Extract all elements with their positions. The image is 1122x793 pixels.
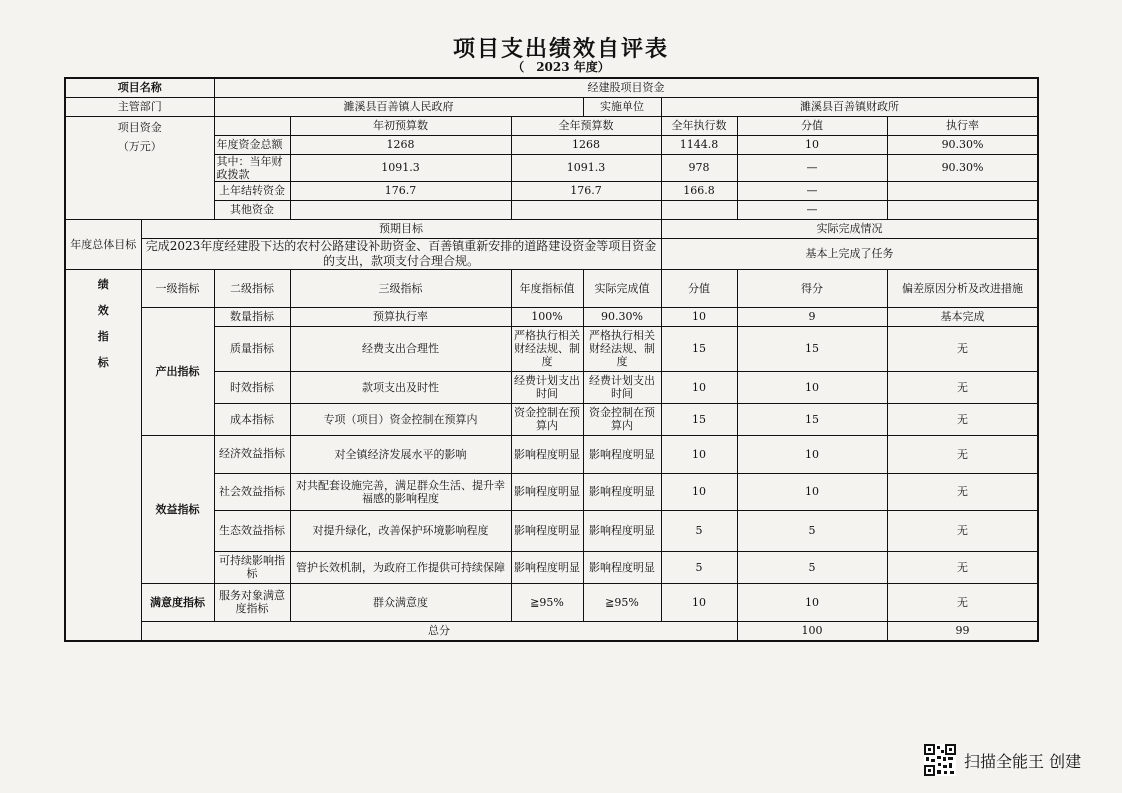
ind-lvl3-2: 款项支出及时性 (290, 371, 511, 403)
ind-lvl3-0: 预算执行率 (290, 307, 511, 326)
label-actual: 实际完成情况 (661, 219, 1038, 238)
col-initial: 年初预算数 (290, 116, 511, 135)
col-full: 全年预算数 (511, 116, 661, 135)
ind-target-8: ≧95% (511, 583, 583, 621)
label-expected: 预期目标 (141, 219, 661, 238)
ind-actual-1: 严格执行相关财经法规、制度 (583, 326, 661, 371)
ind-deviation-5: 无 (887, 473, 1038, 510)
funds-label-2: 上年结转资金 (214, 181, 290, 200)
ind-actual-8: ≧95% (583, 583, 661, 621)
header-lvl3: 三级指标 (290, 269, 511, 307)
ind-score-val-6: 5 (661, 510, 737, 551)
funds-label: 项目资金 (117, 120, 162, 134)
ind-score-8: 10 (737, 583, 887, 621)
ind-actual-5: 影响程度明显 (583, 473, 661, 510)
ind-lvl3-8: 群众满意度 (290, 583, 511, 621)
page-subtitle: （ 2023 年度） (512, 60, 610, 74)
label-output: 产出指标 (141, 307, 214, 435)
perf-char-3: 标 (97, 355, 109, 369)
funds-rate-3 (887, 200, 1038, 219)
header-score: 得分 (737, 269, 887, 307)
indicator-row (65, 583, 1038, 621)
header-actual: 实际完成值 (583, 269, 661, 307)
ind-actual-3: 资金控制在预算内 (583, 403, 661, 435)
impl-unit-value: 濉溪县百善镇财政所 (661, 97, 1038, 116)
funds-initial-0: 1268 (290, 135, 511, 154)
ind-lvl3-6: 对提升绿化，改善保护环境影响程度 (290, 510, 511, 551)
scanner-watermark (924, 742, 1081, 778)
funds-full-2: 176.7 (511, 181, 661, 200)
ind-lvl3-1: 经费支出合理性 (290, 326, 511, 371)
ind-score-val-7: 5 (661, 551, 737, 583)
row-goal-content (65, 238, 1038, 269)
ind-deviation-6: 无 (887, 510, 1038, 551)
ind-score-val-2: 10 (661, 371, 737, 403)
ind-lvl3-7: 管护长效机制，为政府工作提供可持续保障 (290, 551, 511, 583)
ind-actual-6: 影响程度明显 (583, 510, 661, 551)
perf-char-1: 效 (97, 303, 109, 317)
ind-deviation-8: 无 (887, 583, 1038, 621)
ind-deviation-2: 无 (887, 371, 1038, 403)
total-score-val: 100 (737, 621, 887, 641)
funds-rate-2 (887, 181, 1038, 200)
funds-score-val-1: — (737, 154, 887, 181)
goal-actual: 基本上完成了任务 (661, 238, 1038, 269)
funds-exec-0: 1144.8 (661, 135, 737, 154)
ind-deviation-4: 无 (887, 435, 1038, 473)
ind-target-0: 100% (511, 307, 583, 326)
ind-target-6: 影响程度明显 (511, 510, 583, 551)
label-benefit: 效益指标 (141, 435, 214, 583)
funds-full-0: 1268 (511, 135, 661, 154)
indicator-row (65, 435, 1038, 473)
header-score-val: 分值 (661, 269, 737, 307)
ind-lvl2-6: 生态效益指标 (214, 510, 290, 551)
project-name: 经建股项目资金 (214, 78, 1038, 97)
funds-score-val-0: 10 (737, 135, 887, 154)
funds-initial-1: 1091.3 (290, 154, 511, 181)
funds-score-val-2: — (737, 181, 887, 200)
funds-blank-header (214, 116, 290, 135)
label-perf (65, 269, 141, 641)
label-project-name: 项目名称 (65, 78, 214, 97)
ind-lvl2-2: 时效指标 (214, 371, 290, 403)
ind-score-0: 9 (737, 307, 887, 326)
ind-score-2: 10 (737, 371, 887, 403)
funds-score-val-3: — (737, 200, 887, 219)
ind-actual-4: 影响程度明显 (583, 435, 661, 473)
total-score: 99 (887, 621, 1038, 641)
funds-label-3: 其他资金 (214, 200, 290, 219)
header-target: 年度指标值 (511, 269, 583, 307)
funds-full-3 (511, 200, 661, 219)
ind-lvl2-8: 服务对象满意度指标 (214, 583, 290, 621)
label-total: 总分 (141, 621, 737, 641)
label-dept: 主管部门 (65, 97, 214, 116)
funds-initial-3 (290, 200, 511, 219)
ind-target-1: 严格执行相关财经法规、制度 (511, 326, 583, 371)
ind-lvl2-5: 社会效益指标 (214, 473, 290, 510)
row-funds-header (65, 116, 1038, 135)
funds-initial-2: 176.7 (290, 181, 511, 200)
ind-score-5: 10 (737, 473, 887, 510)
ind-score-val-4: 10 (661, 435, 737, 473)
row-indicator-header (65, 269, 1038, 307)
ind-actual-0: 90.30% (583, 307, 661, 326)
ind-target-4: 影响程度明显 (511, 435, 583, 473)
funds-exec-1: 978 (661, 154, 737, 181)
ind-score-val-0: 10 (661, 307, 737, 326)
ind-deviation-0: 基本完成 (887, 307, 1038, 326)
ind-score-1: 15 (737, 326, 887, 371)
ind-actual-2: 经费计划支出时间 (583, 371, 661, 403)
funds-exec-3 (661, 200, 737, 219)
funds-exec-2: 166.8 (661, 181, 737, 200)
header-lvl2: 二级指标 (214, 269, 290, 307)
page-title: 项目支出绩效自评表 (452, 37, 669, 62)
row-dept (65, 97, 1038, 116)
ind-score-val-3: 15 (661, 403, 737, 435)
ind-lvl2-1: 质量指标 (214, 326, 290, 371)
ind-target-7: 影响程度明显 (511, 551, 583, 583)
ind-score-4: 10 (737, 435, 887, 473)
header-deviation: 偏差原因分析及改进措施 (887, 269, 1038, 307)
funds-label-1: 其中：当年财政拨款 (214, 154, 290, 181)
ind-lvl2-0: 数量指标 (214, 307, 290, 326)
ind-actual-7: 影响程度明显 (583, 551, 661, 583)
ind-target-3: 资金控制在预算内 (511, 403, 583, 435)
ind-score-6: 5 (737, 510, 887, 551)
ind-lvl2-4: 经济效益指标 (214, 435, 290, 473)
ind-score-val-8: 10 (661, 583, 737, 621)
dept-value: 濉溪县百善镇人民政府 (214, 97, 583, 116)
ind-score-3: 15 (737, 403, 887, 435)
funds-full-1: 1091.3 (511, 154, 661, 181)
ind-deviation-7: 无 (887, 551, 1038, 583)
ind-score-val-1: 15 (661, 326, 737, 371)
ind-target-2: 经费计划支出时间 (511, 371, 583, 403)
perf-char-2: 指 (97, 329, 109, 343)
label-goal: 年度总体目标 (65, 219, 141, 269)
ind-lvl3-3: 专项（项目）资金控制在预算内 (290, 403, 511, 435)
ind-score-7: 5 (737, 551, 887, 583)
goal-expected: 完成2023年度经建股下达的农村公路建设补助资金、百善镇重新安排的道路建设资金等项目资金的支出，款项支付合理合规。 (141, 238, 661, 269)
label-funds (65, 116, 214, 219)
row-project-name (65, 78, 1038, 97)
ind-lvl2-7: 可持续影响指标 (214, 551, 290, 583)
evaluation-table (64, 77, 1039, 642)
qr-code-icon (924, 744, 956, 776)
label-impl-unit: 实施单位 (583, 97, 661, 116)
row-total (65, 621, 1038, 641)
row-goal-header (65, 219, 1038, 238)
ind-deviation-1: 无 (887, 326, 1038, 371)
ind-lvl3-4: 对全镇经济发展水平的影响 (290, 435, 511, 473)
funds-unit: （万元） (117, 139, 162, 153)
ind-score-val-5: 10 (661, 473, 737, 510)
label-satisfaction: 满意度指标 (141, 583, 214, 621)
watermark-text: 扫描全能王 创建 (964, 751, 1082, 771)
funds-rate-1: 90.30% (887, 154, 1038, 181)
ind-target-5: 影响程度明显 (511, 473, 583, 510)
col-rate: 执行率 (887, 116, 1038, 135)
ind-deviation-3: 无 (887, 403, 1038, 435)
funds-rate-0: 90.30% (887, 135, 1038, 154)
col-score-val: 分值 (737, 116, 887, 135)
header-lvl1: 一级指标 (141, 269, 214, 307)
ind-lvl3-5: 对共配套设施完善，满足群众生活、提升幸福感的影响程度 (290, 473, 511, 510)
perf-char-0: 绩 (97, 277, 109, 291)
funds-label-0: 年度资金总额 (214, 135, 290, 154)
col-exec: 全年执行数 (661, 116, 737, 135)
indicator-row (65, 307, 1038, 326)
ind-lvl2-3: 成本指标 (214, 403, 290, 435)
